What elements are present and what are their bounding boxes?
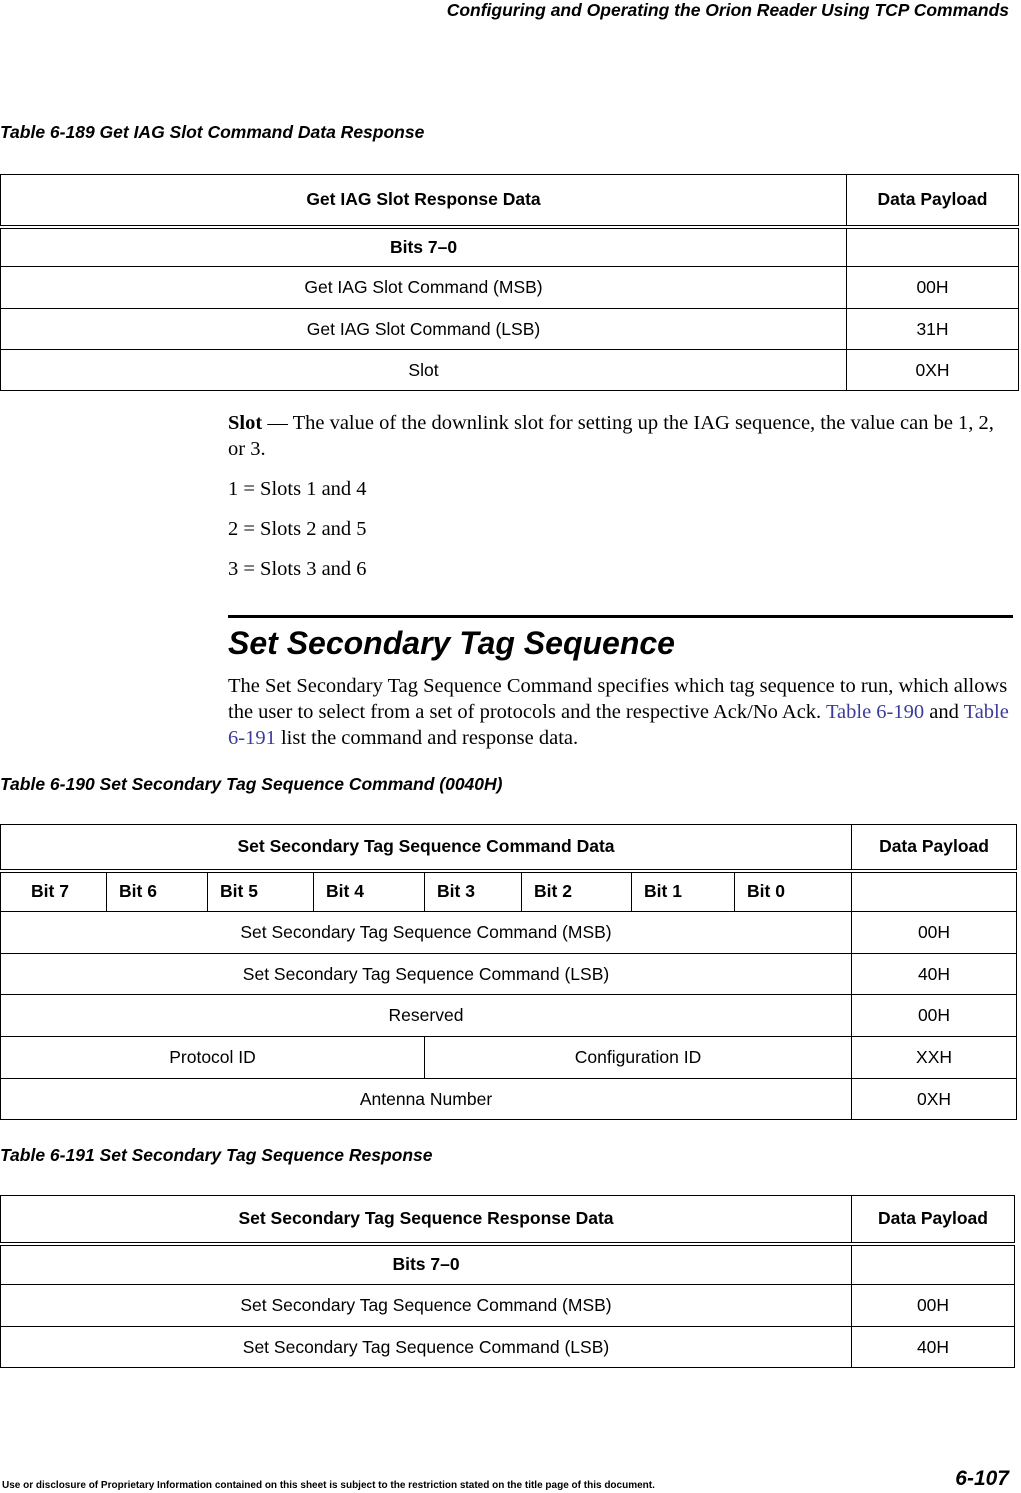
cell-label: Set Secondary Tag Sequence Command (MSB) xyxy=(1,1285,852,1327)
bit-cell: Bit 1 xyxy=(632,871,735,912)
section-title: Set Secondary Tag Sequence xyxy=(228,625,675,661)
bit-cell: Bit 0 xyxy=(735,871,852,912)
table-row xyxy=(1,1285,1015,1327)
cell-value: 0XH xyxy=(847,350,1019,391)
section-rule xyxy=(228,615,1013,618)
cell-label: Set Secondary Tag Sequence Command (LSB) xyxy=(1,1327,852,1368)
bit-cell: Bit 5 xyxy=(208,871,314,912)
para-start: The Set Secondary Tag Sequence Command specifies which tag sequence to run, which allows the user to select from a set of protocols and the respective Ack/No Ack. xyxy=(228,675,1008,723)
table-row xyxy=(1,309,1019,350)
table-191-bits: Bits 7–0 xyxy=(1,1244,852,1285)
table-191-col2-header: Data Payload xyxy=(852,1196,1015,1244)
table-189-col1-header: Get IAG Slot Response Data xyxy=(1,175,847,227)
table-row xyxy=(1,1327,1015,1368)
cell-label: Get IAG Slot Command (MSB) xyxy=(1,267,847,309)
table-row xyxy=(1,912,1017,954)
table-191-col1-header: Set Secondary Tag Sequence Response Data xyxy=(1,1196,852,1244)
xref-table-191[interactable]: Table 6-191 xyxy=(228,701,1009,749)
cell-value: 00H xyxy=(852,912,1017,954)
table-189-caption: Table 6-189 Get IAG Slot Command Data Response xyxy=(0,122,425,142)
table-189-col2-header: Data Payload xyxy=(847,175,1019,227)
para-end: list the command and response data. xyxy=(275,727,579,749)
cell-protocol-id: Protocol ID xyxy=(1,1037,425,1079)
bit-cell: Bit 7 xyxy=(1,871,107,912)
running-header: Configuring and Operating the Orion Reader Using TCP Commands xyxy=(446,0,1009,20)
page-number: 6-107 xyxy=(955,1467,1009,1490)
table-189 xyxy=(0,174,1019,391)
table-row xyxy=(1,995,1017,1037)
table-189-bits-empty xyxy=(847,227,1019,267)
cell-label: Set Secondary Tag Sequence Command (MSB) xyxy=(1,912,852,954)
bit-cell: Bit 4 xyxy=(314,871,425,912)
cell-label: Antenna Number xyxy=(1,1079,852,1120)
slot-description xyxy=(228,410,1013,582)
cell-value: 00H xyxy=(847,267,1019,309)
slot-text: — The value of the downlink slot for setting up the IAG sequence, the value can be 1, 2, or 3. xyxy=(228,412,994,460)
table-190 xyxy=(0,824,1017,1120)
table-row xyxy=(1,954,1017,995)
table-191-bits-empty xyxy=(852,1244,1015,1285)
bit-cell: Bit 2 xyxy=(522,871,632,912)
cell-label: Set Secondary Tag Sequence Command (LSB) xyxy=(1,954,852,995)
cell-value: 00H xyxy=(852,1285,1015,1327)
cell-value: XXH xyxy=(852,1037,1017,1079)
section-paragraph xyxy=(228,673,1013,751)
cell-label: Reserved xyxy=(1,995,852,1037)
table-190-caption: Table 6-190 Set Secondary Tag Sequence Command (0040H) xyxy=(0,774,503,794)
cell-configuration-id: Configuration ID xyxy=(425,1037,852,1079)
table-190-col1-header: Set Secondary Tag Sequence Command Data xyxy=(1,825,852,871)
table-row xyxy=(1,350,1019,391)
table-191-caption: Table 6-191 Set Secondary Tag Sequence Response xyxy=(0,1145,433,1165)
footer-note: Use or disclosure of Proprietary Information contained on this sheet is subject to the restriction stated on the title page of this document. xyxy=(2,1480,655,1491)
cell-label: Slot xyxy=(1,350,847,391)
xref-table-190[interactable]: Table 6-190 xyxy=(825,701,925,723)
table-row xyxy=(1,1037,1017,1079)
table-190-col2-header: Data Payload xyxy=(852,825,1017,871)
list-item: 1 = Slots 1 and 4 xyxy=(228,478,367,500)
cell-value: 00H xyxy=(852,995,1017,1037)
list-item: 2 = Slots 2 and 5 xyxy=(228,518,367,540)
slot-term: Slot xyxy=(228,412,263,434)
list-item: 3 = Slots 3 and 6 xyxy=(228,558,367,580)
cell-value: 40H xyxy=(852,954,1017,995)
bit-cell: Bit 6 xyxy=(107,871,208,912)
bits-empty xyxy=(852,871,1017,912)
cell-value: 0XH xyxy=(852,1079,1017,1120)
table-191 xyxy=(0,1195,1015,1368)
table-row xyxy=(1,267,1019,309)
cell-value: 40H xyxy=(852,1327,1015,1368)
para-mid: and xyxy=(924,701,964,723)
cell-value: 31H xyxy=(847,309,1019,350)
cell-label: Get IAG Slot Command (LSB) xyxy=(1,309,847,350)
bit-cell: Bit 3 xyxy=(425,871,522,912)
table-189-bits: Bits 7–0 xyxy=(1,227,847,267)
table-row xyxy=(1,1079,1017,1120)
